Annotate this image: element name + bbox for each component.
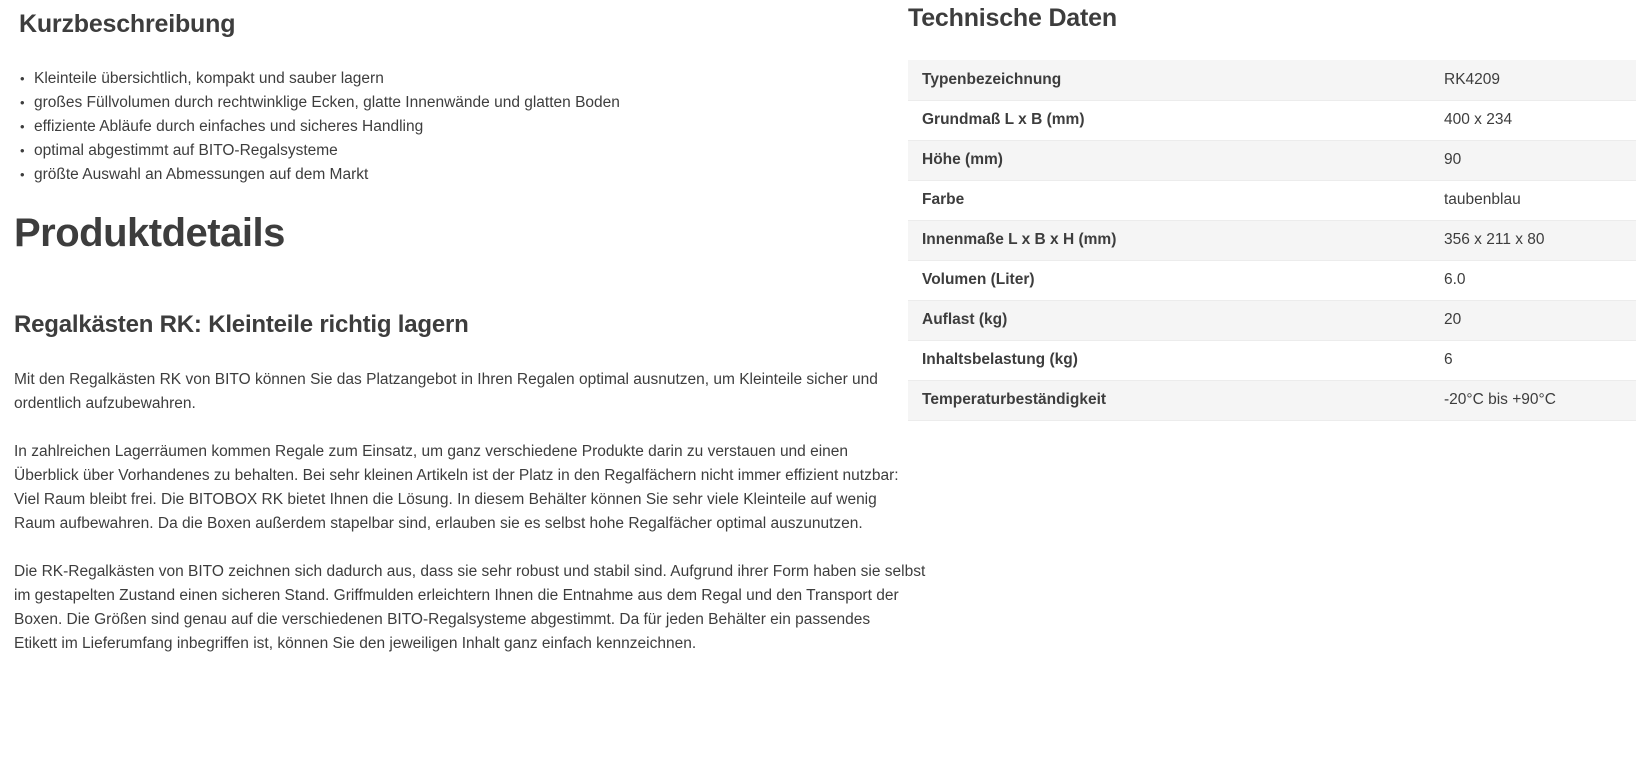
technical-data-heading: Technische Daten [908,4,1117,32]
spec-label: Grundmaß L x B (mm) [908,100,1430,140]
list-item [20,139,620,163]
list-item-text: Kleinteile übersichtlich, kompakt und sauber lagern [34,70,384,87]
paragraph-line: Etikett im Lieferumfang inbegriffen ist, können Sie den jeweiligen Inhalt ganz einfach kennzeichnen. [14,635,697,652]
spec-value: 90 [1430,140,1636,180]
spec-value: 6 [1430,340,1636,380]
table-row [908,60,1636,100]
table-row [908,260,1636,300]
list-item [20,67,620,91]
spec-value: 20 [1430,300,1636,340]
paragraph-line: Mit den Regalkästen RK von BITO können Sie das Platzangebot in Ihren Regalen optimal ausnutzen, um Kleinteile sicher und [14,371,878,388]
table-row [908,380,1636,420]
spec-label: Inhaltsbelastung (kg) [908,340,1430,380]
spec-value: taubenblau [1430,180,1636,220]
table-row [908,300,1636,340]
spec-value: 356 x 211 x 80 [1430,220,1636,260]
paragraph-line: In zahlreichen Lagerräumen kommen Regale zum Einsatz, um ganz verschiedene Produkte darin zu verstauen und einen [14,443,849,460]
table-row [908,100,1636,140]
paragraph-line: ordentlich aufzubewahren. [14,395,196,412]
table-row [908,180,1636,220]
spec-label: Auflast (kg) [908,300,1430,340]
spec-value: RK4209 [1430,60,1636,100]
bullet-icon: • [20,143,25,158]
description-paragraph [14,560,926,656]
spec-value: 6.0 [1430,260,1636,300]
description-paragraph [14,440,899,536]
list-item-text: optimal abgestimmt auf BITO-Regalsysteme [34,142,338,159]
spec-label: Typenbezeichnung [908,60,1430,100]
bullet-icon: • [20,95,25,110]
bullet-icon: • [20,71,25,86]
list-item-text: effiziente Abläufe durch einfaches und sicheres Handling [34,118,424,135]
bullet-icon: • [20,167,25,182]
paragraph-line: im gestapelten Zustand einen sicheren Stand. Griffmulden erleichtern Ihnen die Entnahme aus dem Regal und den Transport der [14,587,899,604]
technical-data-table [908,60,1636,421]
spec-label: Höhe (mm) [908,140,1430,180]
paragraph-line: Raum aufbewahren. Da die Boxen außerdem stapelbar sind, erlauben sie es selbst hohe Regalfächer optimal auszunutzen. [14,515,863,532]
short-description-list [20,67,620,187]
description-paragraph [14,368,894,416]
list-item [20,163,620,187]
spec-label: Temperaturbeständigkeit [908,380,1430,420]
list-item-text: großes Füllvolumen durch rechtwinklige Ecken, glatte Innenwände und glatten Boden [34,94,620,111]
spec-label: Farbe [908,180,1430,220]
product-details-heading: Produktdetails [14,211,285,255]
paragraph-line: Viel Raum bleibt frei. Die BITOBOX RK bietet Ihnen die Lösung. In diesem Behälter können Sie sehr viele Kleinteile auf wenig [14,491,877,508]
table-row [908,340,1636,380]
product-details-subheading: Regalkästen RK: Kleinteile richtig lagern [14,311,469,338]
table-row [908,140,1636,180]
table-row [908,220,1636,260]
paragraph-line: Boxen. Die Größen sind genau auf die verschiedenen BITO-Regalsysteme abgestimmt. Da für jeden Behälter ein passendes [14,611,871,628]
spec-label: Innenmaße L x B x H (mm) [908,220,1430,260]
list-item [20,115,620,139]
list-item [20,91,620,115]
bullet-icon: • [20,119,25,134]
spec-value: 400 x 234 [1430,100,1636,140]
spec-label: Volumen (Liter) [908,260,1430,300]
list-item-text: größte Auswahl an Abmessungen auf dem Markt [34,166,369,183]
paragraph-line: Überblick über Vorhandenes zu behalten. Bei sehr kleinen Artikeln ist der Platz in den Regalfächern nicht immer effizient nutzbar: [14,467,899,484]
short-description-heading: Kurzbeschreibung [19,10,236,38]
spec-value: -20°C bis +90°C [1430,380,1636,420]
paragraph-line: Die RK-Regalkästen von BITO zeichnen sich dadurch aus, dass sie sehr robust und stabil sind. Aufgrund ihrer Form haben sie selbst [14,563,926,580]
